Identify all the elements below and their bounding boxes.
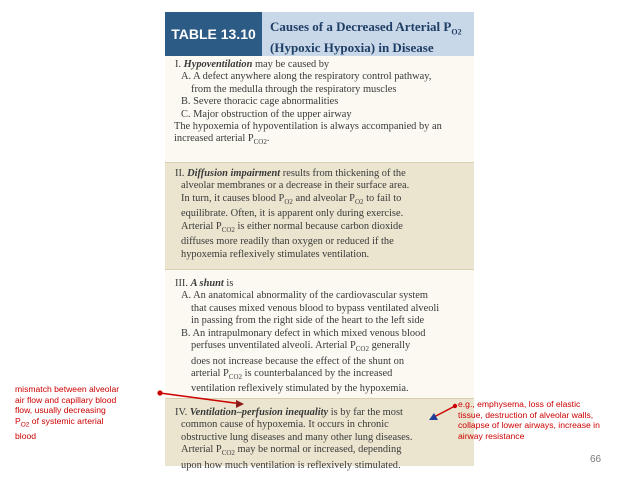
section1-note: The hypoxemia of hypoventilation is always accompanied by an (174, 121, 442, 133)
section2-heading: II. Diffusion impairment results from thickening of the (175, 168, 406, 179)
section4-heading: IV. Ventilation–perfusion inequality is by far the most (175, 407, 403, 418)
list-item: B. An intrapulmonary defect in which mixed venous blood (181, 327, 426, 339)
title-line2: (Hypoxic Hypoxia) in Disease (270, 39, 434, 55)
section1-heading: I. Hypoventilation may be caused by (175, 59, 330, 70)
list-item: A. A defect anywhere along the respiratory control pathway, (181, 71, 432, 83)
text-line: equilibrate. Often, it is apparent only during exercise. (181, 208, 404, 220)
text-line: in passing from the right side of the heart to the left side (191, 315, 425, 327)
table-number: TABLE 13.10 (165, 12, 262, 56)
left-arrow-line (160, 393, 242, 404)
text-line: does not increase because the effect of the shunt on (191, 355, 405, 367)
text-line: In turn, it causes blood $P_{O2}$ and alveolar $P_{O2}$ to fail to (181, 192, 402, 206)
text-line: diffuses more readily than oxygen or reduced if the (181, 236, 394, 248)
section3-heading: III. A shunt is (175, 278, 234, 289)
list-item: from the medulla through the respiratory muscles (191, 83, 397, 95)
text-line: upon how much ventilation is reflexively stimulated. (181, 459, 401, 471)
title-sub: O2 (451, 27, 462, 37)
text-line: hypoxemia reflexively stimulates ventilation. (181, 248, 370, 260)
text-line: common cause of hypoxemia. It occurs in chronic (181, 419, 389, 431)
left-arrow-head (236, 400, 244, 408)
text-line: ventilation reflexively stimulated by the hypoxemia. (191, 383, 409, 395)
section1-note-2: increased arterial $P_{CO2}$. (174, 133, 270, 147)
text-line: that causes mixed venous blood to bypass ventilated alveoli (191, 302, 440, 314)
left-annotation: mismatch between alveolar air flow and capillary blood flow, usually decreasing $P_{O2}$ of systemic arterial blood (15, 384, 120, 442)
text-line: arterial $P_{CO2}$ is counterbalanced by the increased (191, 367, 393, 381)
text-line: alveolar membranes or a decrease in their surface area. (181, 180, 410, 192)
text-line: obstructive lung diseases and many other lung diseases. (181, 431, 413, 443)
list-item: B. Severe thoracic cage abnormalities (181, 96, 339, 108)
right-arrow-dot (453, 404, 457, 408)
text-line: perfuses unventilated alveoli. Arterial $P_{CO2}$ generally (191, 340, 411, 354)
title-line1: Causes of a Decreased Arterial P (270, 19, 452, 34)
right-arrow-head (429, 413, 438, 420)
left-arrow-dot (157, 390, 162, 395)
page-number: 66 (590, 454, 602, 465)
text-line: Arterial $P_{CO2}$ is either normal because carbon dioxide (181, 220, 403, 234)
list-item: C. Major obstruction of the upper airway (181, 108, 352, 120)
right-annotation: e.g., emphysema, loss of elastic tissue, destruction of alveolar walls, collapse of lower airways, increase in airway resistance (458, 399, 600, 441)
text-line: Arterial $P_{CO2}$ may be normal or increased, depending (181, 444, 402, 458)
list-item: A. An anatomical abnormality of the cardiovascular system (181, 290, 428, 302)
